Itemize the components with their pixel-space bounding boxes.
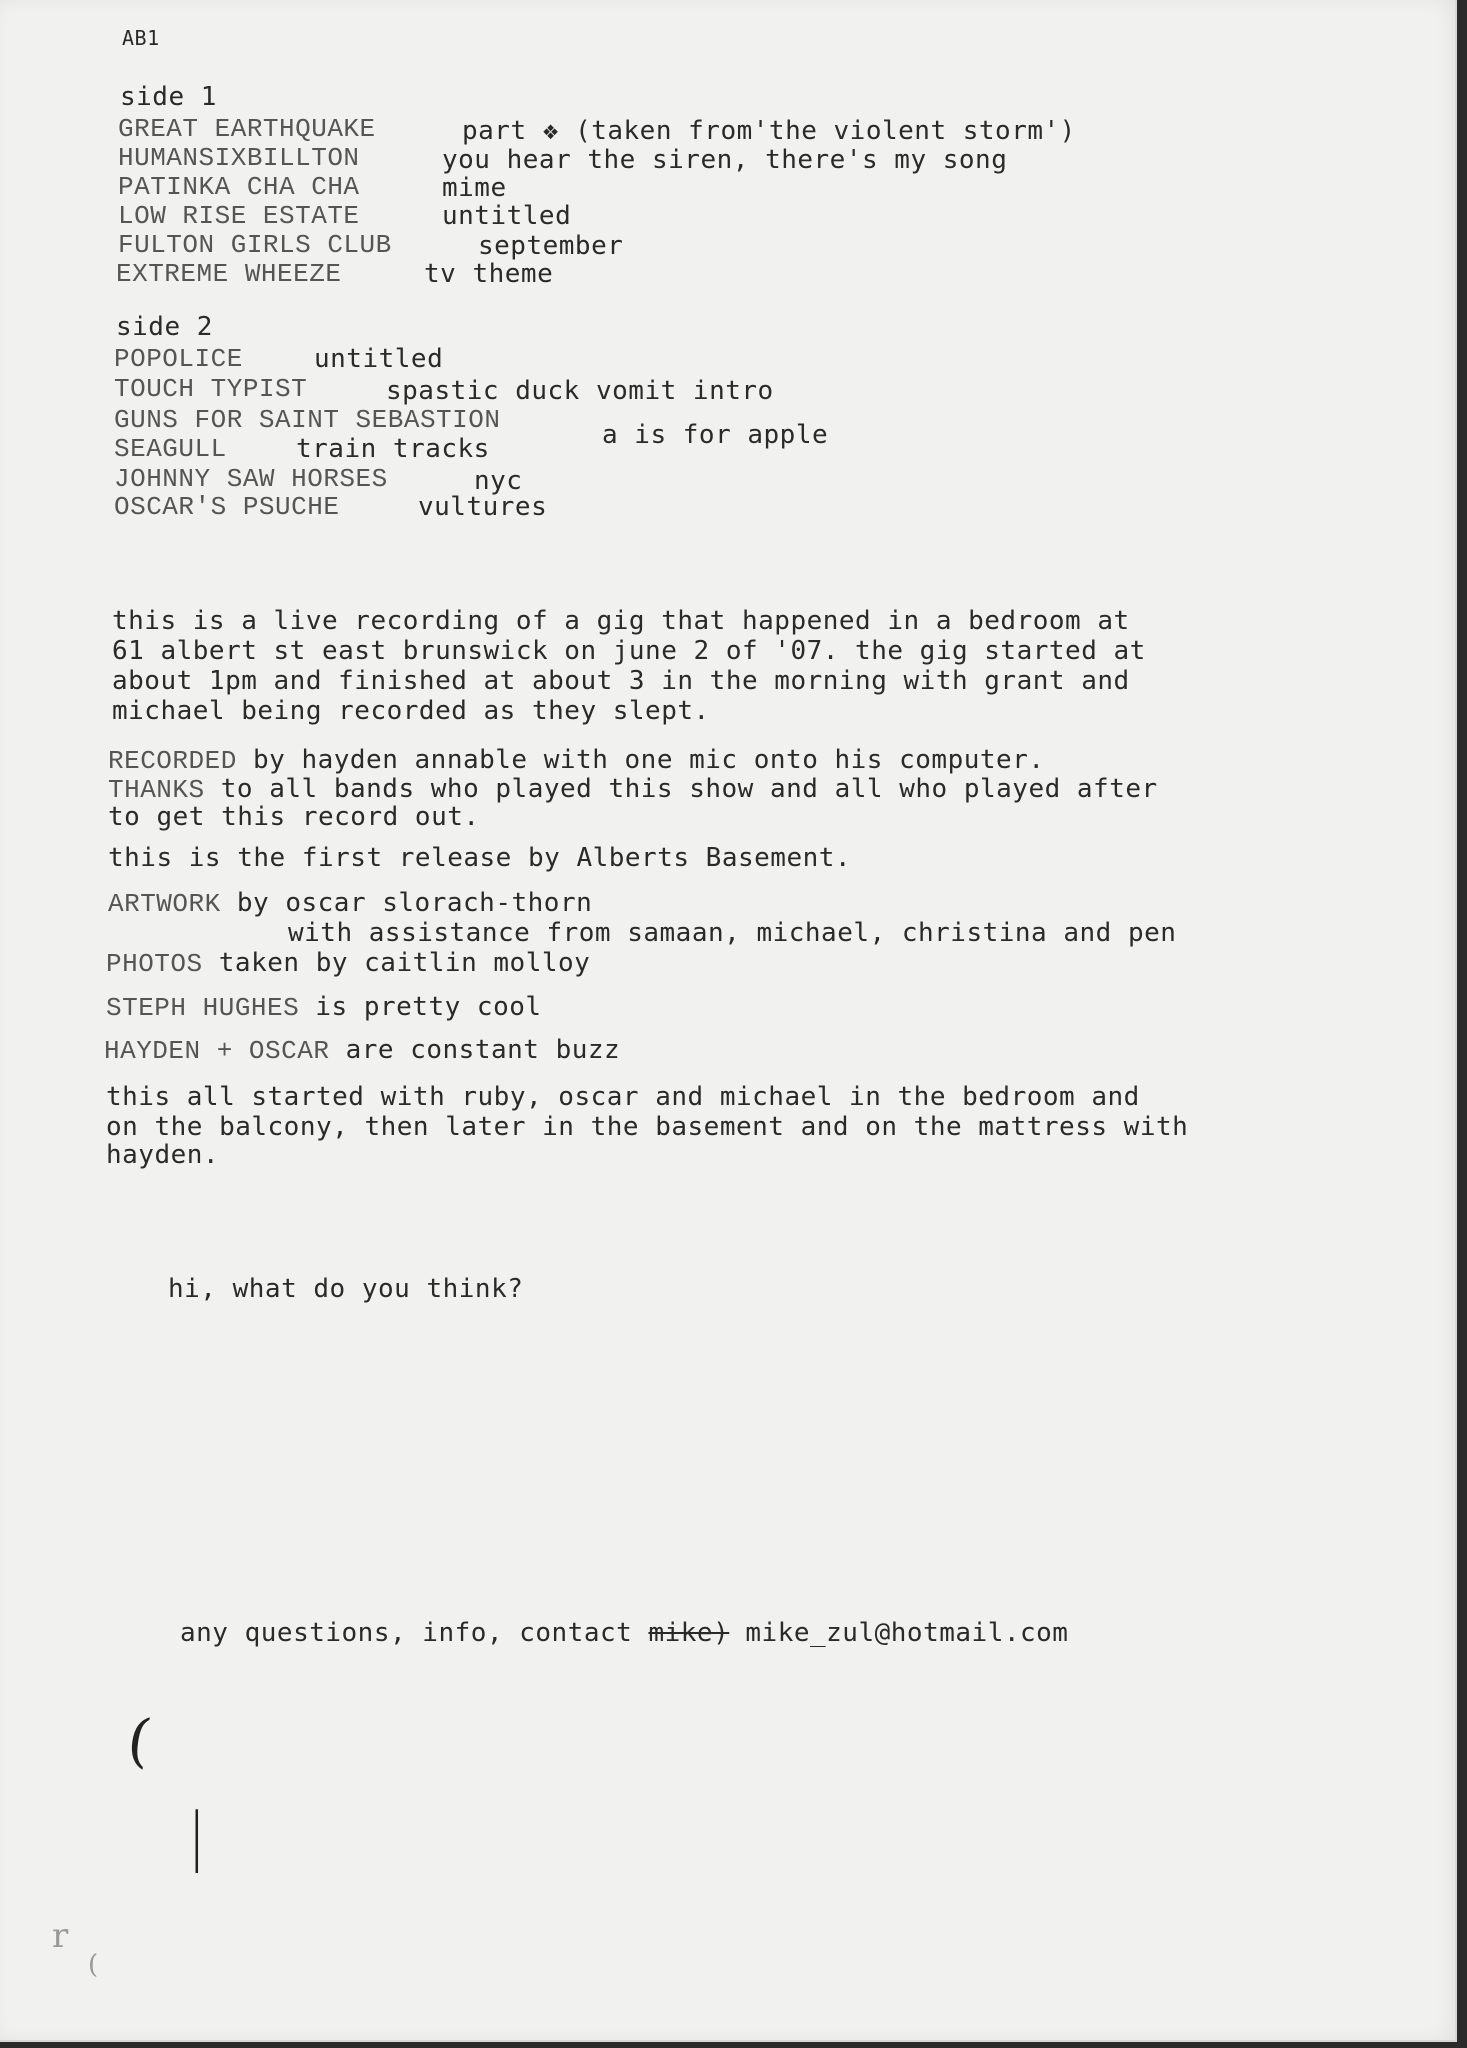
side2-title-2: spastic duck vomit intro — [386, 376, 774, 406]
side1-title-3: mime — [442, 173, 507, 203]
side2-band-2: TOUCH TYPIST — [114, 374, 308, 404]
assistance-line: with assistance from samaan, michael, christina and pen — [288, 918, 1177, 948]
side2-band-5: JOHNNY SAW HORSES — [114, 464, 388, 494]
contact-struck: mike) — [648, 1618, 730, 1648]
recorded-rest: by hayden annable with one mic onto his computer. — [236, 745, 1045, 775]
side2-title-6: vultures — [418, 492, 548, 522]
notes-p1-line-3: about 1pm and finished at about 3 in the morning with grant and — [112, 666, 1130, 696]
side1-title-4: untitled — [442, 201, 572, 231]
recorded-caps: RECORDED — [108, 746, 237, 776]
contact-line — [180, 1618, 1068, 1648]
hayden-caps: HAYDEN + OSCAR — [104, 1036, 330, 1066]
thanks-cont: to get this record out. — [108, 802, 480, 832]
thanks-rest: to all bands who played this show and all who played after — [204, 774, 1158, 804]
side1-band-6: EXTREME WHEEZE — [116, 259, 342, 289]
side2-title-5: nyc — [474, 466, 523, 496]
recorded-line — [108, 745, 1045, 776]
side1-title-5: september — [478, 231, 624, 261]
notes-last-line-2: on the balcony, then later in the basement and on the mattress with — [106, 1112, 1189, 1142]
notes-last-line-1: this all started with ruby, oscar and michael in the bedroom and — [106, 1082, 1140, 1112]
side1-band-1: GREAT EARTHQUAKE — [118, 114, 376, 144]
first-release-line: this is the first release by Alberts Basement. — [108, 843, 852, 873]
photos-line — [106, 948, 590, 979]
side1-band-2: HUMANSIXBILLTON — [118, 143, 360, 173]
stray-bar-mark: | — [191, 1800, 203, 1874]
side2-band-6: OSCAR'S PSUCHE — [114, 492, 340, 522]
side1-band-4: LOW RISE ESTATE — [118, 201, 360, 231]
side2-band-3: GUNS FOR SAINT SEBASTION — [114, 405, 501, 435]
hayden-line — [104, 1035, 620, 1066]
steph-caps: STEPH HUGHES — [106, 993, 300, 1023]
side1-title-1: part ❖ (taken from'the violent storm') — [462, 116, 1076, 146]
stray-paren-mark: ( — [123, 1704, 156, 1776]
side1-title-6: tv theme — [424, 259, 554, 289]
steph-rest: is pretty cool — [299, 992, 542, 1022]
thanks-line — [108, 774, 1158, 805]
side1-band-5: FULTON GIRLS CLUB — [118, 230, 392, 260]
contact-prefix: any questions, info, contact — [180, 1618, 633, 1648]
hayden-rest: are constant buzz — [329, 1035, 621, 1065]
notes-p1-line-4: michael being recorded as they slept. — [112, 696, 710, 726]
artwork-caps: ARTWORK — [108, 889, 221, 919]
artwork-rest: by oscar slorach-thorn — [220, 888, 593, 918]
notes-p1-line-1: this is a live recording of a gig that happened in a bedroom at — [112, 606, 1130, 636]
side2-band-4: SEAGULL — [114, 434, 227, 464]
notes-p1-line-2: 61 albert st east brunswick on june 2 of '07. the gig started at — [112, 636, 1146, 666]
side1-label: side 1 — [120, 82, 217, 112]
sheet-code: AB1 — [122, 26, 160, 50]
side2-label: side 2 — [116, 312, 213, 342]
notes-last-line-3: hayden. — [106, 1140, 220, 1170]
artwork-line — [108, 888, 592, 919]
stray-small-paren-mark: ( — [88, 1950, 99, 1980]
side2-band-1: POPOLICE — [114, 344, 243, 374]
contact-email: mike_zul@hotmail.com — [745, 1618, 1069, 1648]
steph-line — [106, 992, 542, 1023]
side1-title-2: you hear the siren, there's my song — [442, 145, 1008, 175]
photos-rest: taken by caitlin molloy — [202, 948, 591, 978]
stray-tick-mark: r — [52, 1916, 69, 1956]
side2-title-4: train tracks — [296, 434, 490, 464]
side2-title-1: untitled — [314, 344, 444, 374]
photos-caps: PHOTOS — [106, 949, 203, 979]
thanks-caps: THANKS — [108, 775, 205, 805]
greeting: hi, what do you think? — [168, 1274, 524, 1304]
side2-title-3: a is for apple — [602, 420, 829, 450]
side1-band-3: PATINKA CHA CHA — [118, 172, 360, 202]
